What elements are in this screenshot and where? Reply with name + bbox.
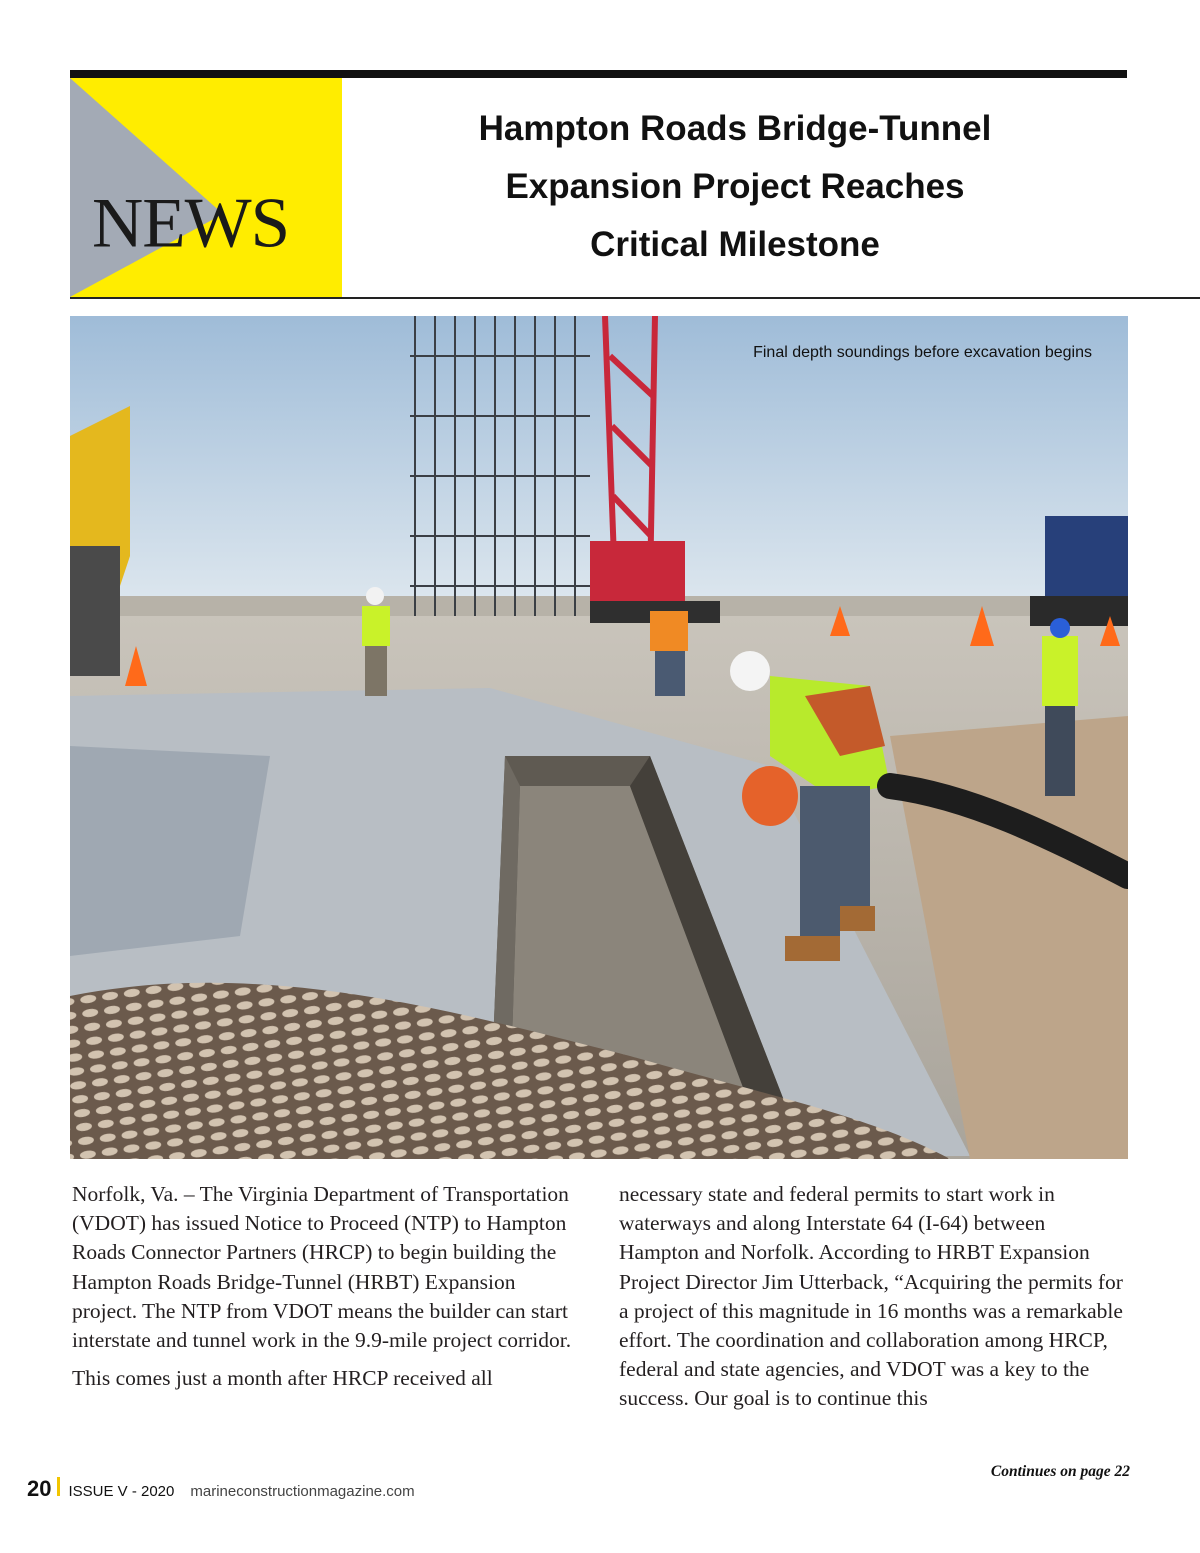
section-label: NEWS <box>92 184 290 263</box>
footer-divider <box>57 1477 60 1496</box>
news-section-block <box>70 78 342 297</box>
headline-line: Hampton Roads Bridge-Tunnel <box>478 109 992 148</box>
construction-site-photo <box>70 316 1128 1159</box>
page-footer <box>27 1476 415 1502</box>
article-paragraph: necessary state and federal permits to start work in waterways and along Interstate 64 (I-64) between Hampton and Norfolk. According to HRBT Expansion Project Director Jim Utterback, “Acquiring the permits for a project of this magnitude in 16 months was a remarkable effort. The coordination and collaboration among HRCP, federal and state agencies, and VDOT was a key to the success. Our goal is to continue this <box>619 1182 1123 1411</box>
continues-note: Continues on page 22 <box>990 1463 1130 1480</box>
article-column-right <box>619 1180 1129 1414</box>
headline-line: Critical Milestone <box>590 225 880 264</box>
header-rule <box>70 297 1200 299</box>
article-paragraph: This comes just a month after HRCP received all <box>72 1366 493 1391</box>
article-paragraph: Norfolk, Va. – The Virginia Department of Transportation (VDOT) has issued Notice to Proceed (NTP) to Hampton Roads Connector Partners (HRCP) to begin building the Hampton Roads Bridge-Tunnel (HRBT) Expansion project. The NTP from VDOT means the builder can start interstate and tunnel work in the 9.9-mile project corridor. <box>72 1182 572 1353</box>
website-label: marineconstructionmagazine.com <box>190 1483 415 1500</box>
headline-line: Expansion Project Reaches <box>505 167 965 206</box>
top-rule <box>70 70 1127 78</box>
photo-illustration <box>70 316 1128 1159</box>
photo-caption: Final depth soundings before excavation begins <box>753 344 1092 361</box>
page-number: 20 <box>27 1476 52 1501</box>
headline <box>380 100 1090 274</box>
issue-label: ISSUE V - 2020 <box>68 1483 175 1500</box>
article-column-left <box>72 1180 572 1393</box>
